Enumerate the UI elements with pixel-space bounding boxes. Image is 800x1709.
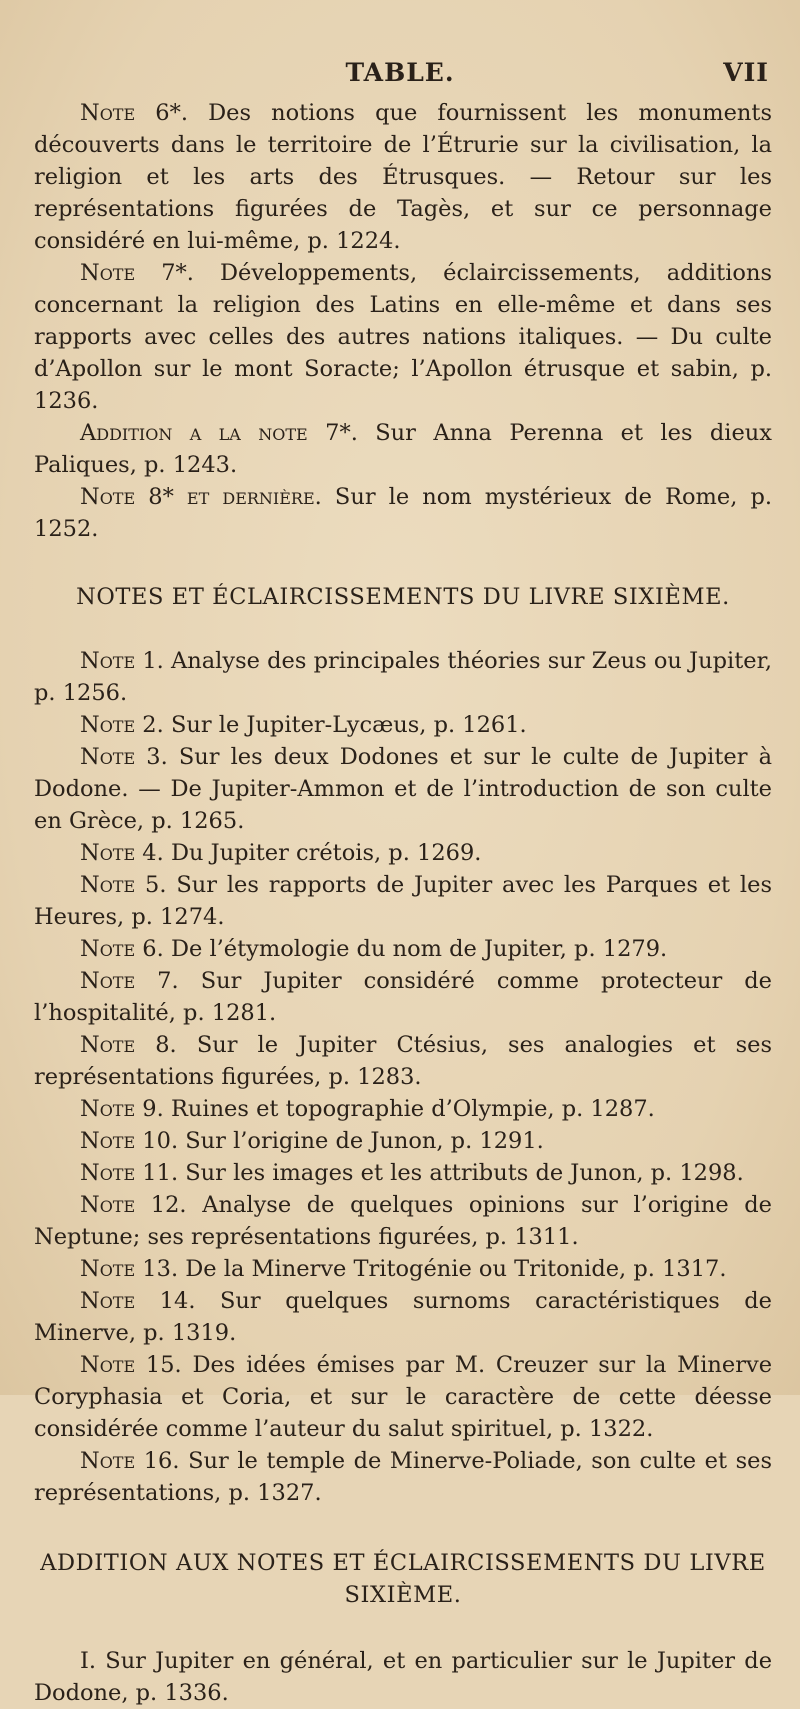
entry-label: I. xyxy=(80,1648,97,1674)
toc-entry xyxy=(34,1125,772,1157)
toc-entry xyxy=(34,1445,772,1509)
toc-entry xyxy=(34,645,772,709)
entry-label: Note 13. xyxy=(80,1256,179,1282)
toc-entry xyxy=(34,869,772,933)
toc-entry xyxy=(34,1029,772,1093)
toc-entry xyxy=(34,1157,772,1189)
running-title: TABLE. xyxy=(345,58,455,87)
entry-label: Note 6*. xyxy=(80,100,188,126)
entry-label: Note 14. xyxy=(80,1288,196,1314)
entry-text: Analyse des principales théories sur Zeus ou Jupiter, p. 1256. xyxy=(34,648,773,706)
entry-text: De la Minerve Tritogénie ou Tritonide, p. 1317. xyxy=(185,1256,727,1282)
entry-label: Note 2. xyxy=(80,712,164,738)
toc-entry xyxy=(34,481,772,545)
entry-text: Sur Jupiter en général, et en particulier sur le Jupiter de Dodone, p. 1336. xyxy=(34,1648,773,1706)
toc-entry xyxy=(34,1093,772,1125)
entry-label: Note 7. xyxy=(80,968,179,994)
entry-label: Note 1. xyxy=(80,648,164,674)
entry-label: Note 10. xyxy=(80,1128,179,1154)
entry-text: Sur le Jupiter Ctésius, ses analogies et ses représentations figurées, p. 1283. xyxy=(34,1032,773,1090)
entry-label: Note 4. xyxy=(80,840,164,866)
entry-label: Note 3. xyxy=(80,744,168,770)
entry-text: Développements, éclaircissements, additions concernant la religion des Latins en elle-même et dans ses rapports avec celles des autres nations italiques. — Du culte d’Apollon sur le mont Soracte; l’Apollon étrusque et sabin, p. 1236. xyxy=(34,260,772,414)
page-number: VII xyxy=(723,58,769,87)
entry-label: Note 16. xyxy=(80,1448,180,1474)
section-heading: NOTES ET ÉCLAIRCISSEMENTS DU LIVRE SIXIÈME. xyxy=(76,584,730,610)
toc-entry xyxy=(34,1189,772,1253)
entry-label: Note 9. xyxy=(80,1096,164,1122)
entry-text: Sur Jupiter considéré comme protecteur de l’hospitalité, p. 1281. xyxy=(34,968,772,1026)
section-heading: ADDITION AUX NOTES ET ÉCLAIRCISSEMENTS DU LIVRE SIXIÈME. xyxy=(40,1550,766,1608)
entry-text: Sur quelques surnoms caractéristiques de Minerve, p. 1319. xyxy=(34,1288,772,1346)
page-header xyxy=(0,58,800,88)
toc-entry xyxy=(34,709,772,741)
entry-text: Du Jupiter crétois, p. 1269. xyxy=(170,840,482,866)
entry-label: Note 15. xyxy=(80,1352,182,1378)
toc-entry xyxy=(34,97,772,257)
toc-entry xyxy=(34,1349,772,1445)
toc-entry xyxy=(34,837,772,869)
entry-text: De l’étymologie du nom de Jupiter, p. 1279. xyxy=(170,936,668,962)
entry-label: Note 6. xyxy=(80,936,164,962)
entry-label: Note 8. xyxy=(80,1032,177,1058)
entry-label: Addition a la note 7*. xyxy=(80,420,358,446)
toc-entry xyxy=(34,965,772,1029)
entry-label: Note 7*. xyxy=(80,260,194,286)
toc-entry xyxy=(34,933,772,965)
toc-entry xyxy=(34,741,772,837)
entry-text: Analyse de quelques opinions sur l’origine de Neptune; ses représentations figurées, p. 1311. xyxy=(34,1192,772,1250)
toc-entry xyxy=(34,1253,772,1285)
entry-text: Sur les rapports de Jupiter avec les Parques et les Heures, p. 1274. xyxy=(34,872,772,930)
entry-label: Note 11. xyxy=(80,1160,179,1186)
entry-text: Des idées émises par M. Creuzer sur la Minerve Coryphasia et Coria, et sur le caractère de cette déesse considérée comme l’auteur du salut spirituel, p. 1322. xyxy=(34,1352,773,1442)
entry-label: Note 5. xyxy=(80,872,167,898)
entry-text: Sur l’origine de Junon, p. 1291. xyxy=(185,1128,544,1154)
entry-text: Des notions que fournissent les monuments découverts dans le territoire de l’Étrurie sur la civilisation, la religion et les arts des Étrusques. — Retour sur les représentations figurées de Tagès, et sur ce personnage considéré en lui-même, p. 1224. xyxy=(34,100,772,254)
entry-text: Sur les images et les attributs de Junon, p. 1298. xyxy=(185,1160,744,1186)
entry-text: Sur les deux Dodones et sur le culte de Jupiter à Dodone. — De Jupiter-Ammon et de l’introduction de son culte en Grèce, p. 1265. xyxy=(34,744,772,834)
entry-label: Note 8* et dernière. xyxy=(80,484,322,510)
toc-entry xyxy=(34,417,772,481)
table-of-contents xyxy=(34,97,772,1709)
entry-text: Ruines et topographie d’Olympie, p. 1287. xyxy=(170,1096,655,1122)
entry-text: Sur le Jupiter-Lycæus, p. 1261. xyxy=(170,712,527,738)
entry-text: Sur le nom mystérieux de Rome, p. 1252. xyxy=(34,484,773,542)
entry-label: Note 12. xyxy=(80,1192,187,1218)
toc-entry xyxy=(34,1285,772,1349)
entry-text: Sur Anna Perenna et les dieux Paliques, p. 1243. xyxy=(34,420,772,478)
toc-entry xyxy=(34,257,772,417)
entry-text: Sur le temple de Minerve-Poliade, son culte et ses représentations, p. 1327. xyxy=(34,1448,773,1506)
toc-entry xyxy=(34,1645,772,1709)
